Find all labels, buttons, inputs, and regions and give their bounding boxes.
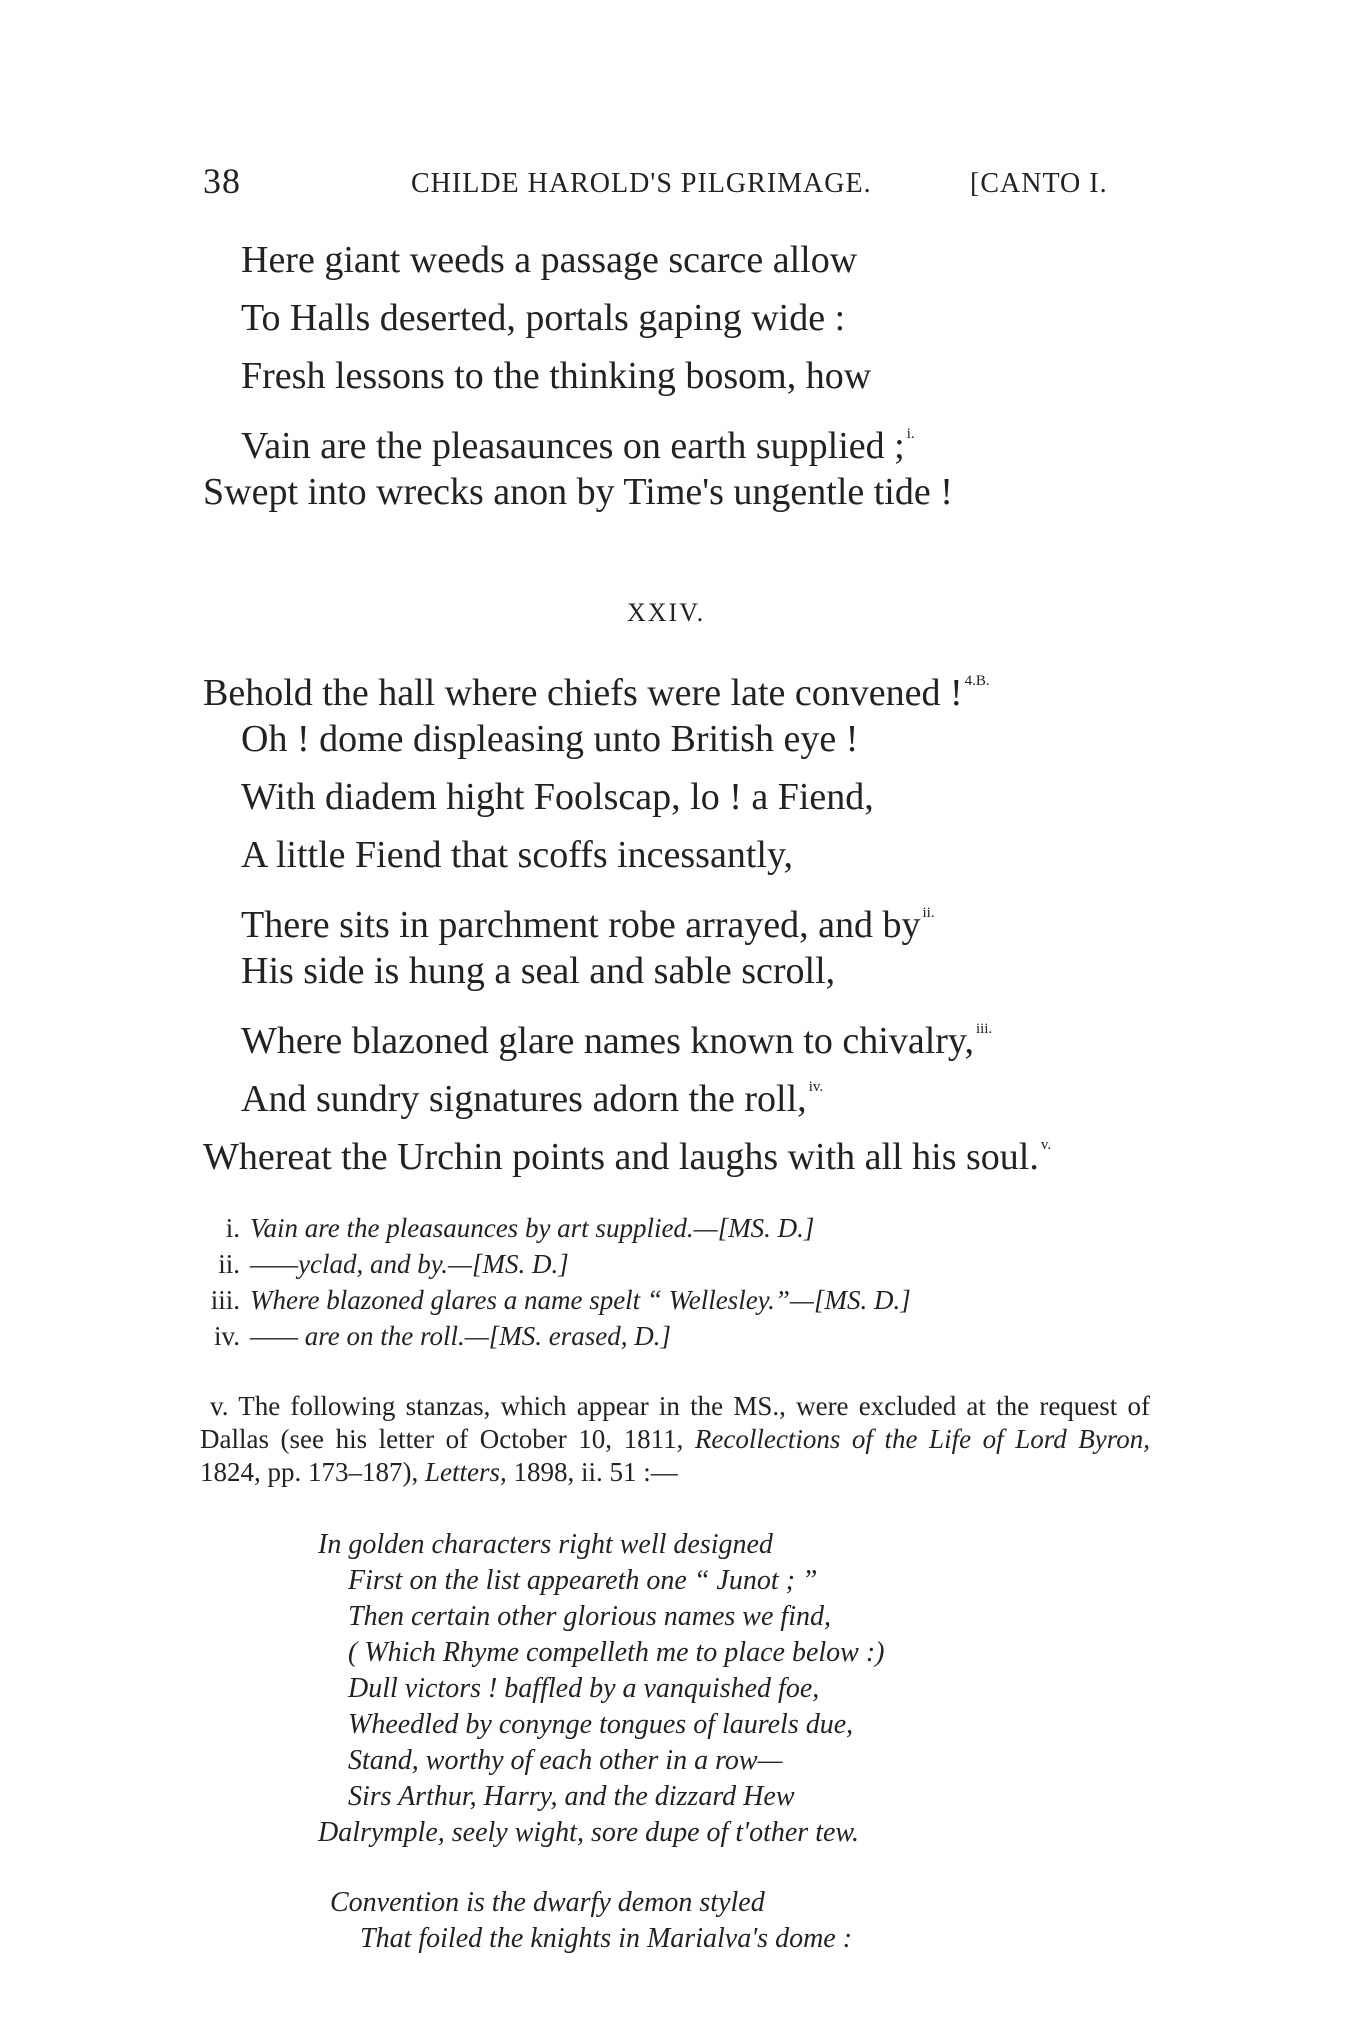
verse-line: Where blazoned glare names known to chivalry, $^{iii.}$ xyxy=(241,1020,993,1062)
verse-line: Swept into wrecks anon by Time's ungentle tide ! xyxy=(203,471,953,513)
canto-label: [CANTO I. xyxy=(970,168,1108,199)
note-ref: ii. xyxy=(922,905,935,921)
note-ref: iii. xyxy=(975,1021,993,1037)
book-title: Letters, xyxy=(425,1457,507,1487)
verse-line: With diadem hight Foolscap, lo ! a Fiend, xyxy=(241,776,874,818)
note-ref: 4.B. xyxy=(964,673,990,689)
verse-line: Here giant weeds a passage scarce allow xyxy=(241,239,858,281)
note-ref: v. xyxy=(1040,1137,1052,1153)
excluded-stanza: In golden characters right well designed First on the list appeareth one “ Junot ; ” Then certain other glorious names we find, ( Which Rhyme compelleth me to place below :) Dull victors ! baffled by a vanquished foe, Wheedled by conynge tongues of laurels due, Stand, worthy of each other in a row— Sirs Arthur, Harry, and the dizzard Hew Dalrymple, seely wight, sore dupe of t'other tew. xyxy=(318,1529,885,1848)
stanza-number: XXIV. xyxy=(627,598,706,627)
running-title: CHILDE HAROLD'S PILGRIMAGE. xyxy=(411,168,872,199)
verse-line: Vain are the pleasaunces on earth supplied ; $^{i.}$ xyxy=(241,425,915,467)
footnotes xyxy=(200,1210,1150,1354)
book-title: Recollections of the Life of Lord Byron, xyxy=(694,1424,1151,1454)
note-ref: i. xyxy=(906,426,915,442)
verse-line: A little Fiend that scoffs incessantly, xyxy=(241,834,793,876)
footnote: ii. ——yclad, and by.—[MS. D.] xyxy=(218,1249,569,1279)
footnote: i. Vain are the pleasaunces by art supplied.—[MS. D.] xyxy=(225,1213,815,1243)
verse-line: There sits in parchment robe arrayed, and by $^{ii.}$ xyxy=(241,904,935,946)
page-number: 38 xyxy=(203,161,241,201)
note-ref: iv. xyxy=(808,1079,824,1095)
verse-line: To Halls deserted, portals gaping wide : xyxy=(241,297,846,339)
excluded-stanza: Convention is the dwarfy demon styled That foiled the knights in Marialva's dome : xyxy=(330,1887,853,1954)
verse-line: His side is hung a seal and sable scroll, xyxy=(241,950,836,992)
verse-line: Oh ! dome displeasing unto British eye ! xyxy=(241,718,859,760)
verse-line: Whereat the Urchin points and laughs with all his soul. $^{v.}$ xyxy=(203,1136,1052,1178)
footnote: iv. —— are on the roll.—[MS. erased, D.] xyxy=(214,1321,671,1351)
verse-line: And sundry signatures adorn the roll, $^{iv.}$ xyxy=(241,1078,824,1120)
verse-line: Fresh lessons to the thinking bosom, how xyxy=(241,355,872,397)
verse-line: Behold the hall where chiefs were late convened ! $^{4.B.}$ xyxy=(203,672,990,714)
footnote-v: v. The following stanzas, which appear in the MS., were excluded at the request of Dallas (see his letter of October 10, 1811, Recollections of the Life of Lord Byron, 1824, pp. 173–187), Letters, 1898, ii. 51 :— xyxy=(200,1391,1151,1487)
footnote: iii. Where blazoned glares a name spelt “ Wellesley.”—[MS. D.] xyxy=(210,1285,911,1315)
